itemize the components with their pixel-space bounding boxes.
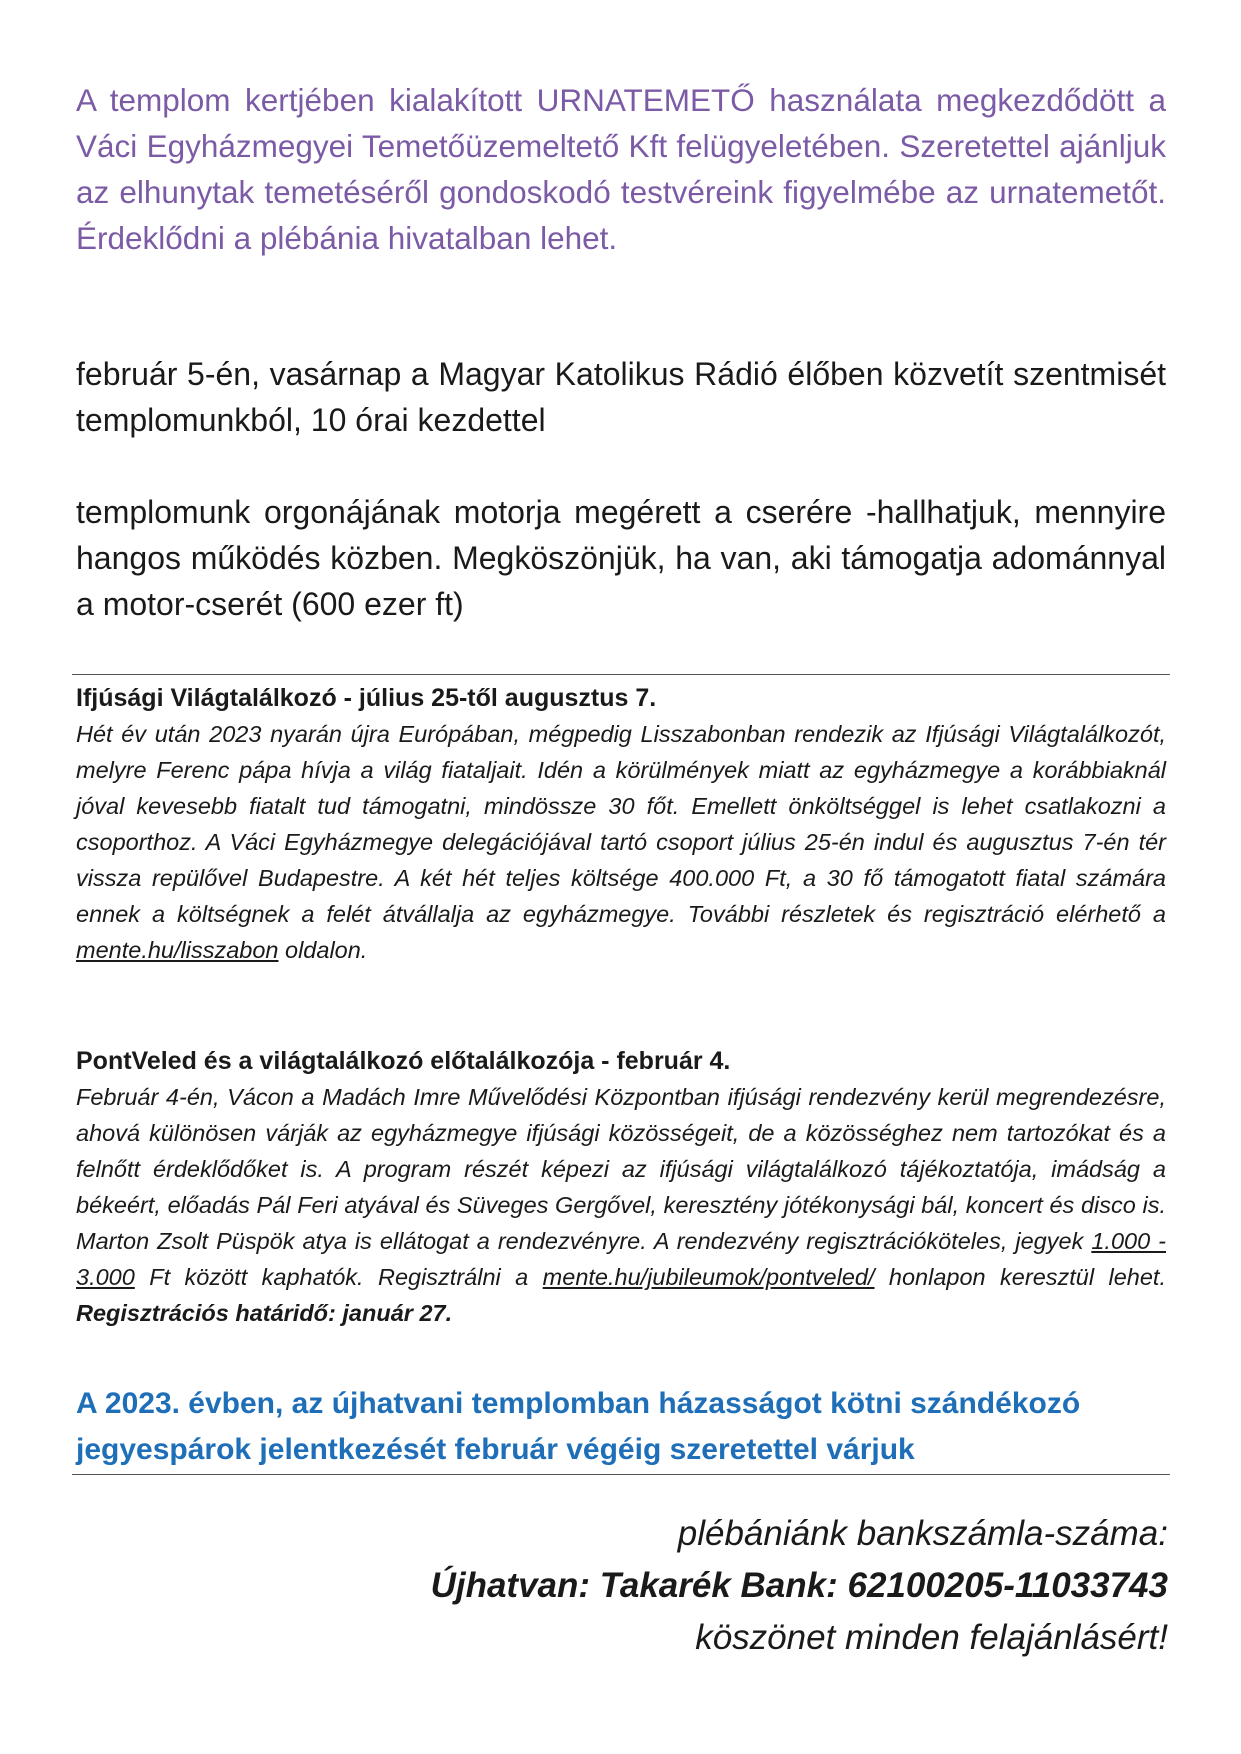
bank-account-number: Újhatvan: Takarék Bank: 62100205-11033743 — [430, 1566, 1168, 1605]
bank-thanks: köszönet minden felajánlásért! — [695, 1618, 1168, 1657]
wyd-heading: Ifjúsági Világtalálkozó - július 25-től augusztus 7. — [76, 684, 657, 712]
urn-cemetery-notice: A templom kertjében kialakított URNATEMETŐ használata megkezdődött a Váci Egyházmegyei Temetőüzemeltető Kft felügyeletében. Szeretettel ajánljuk az elhunytak temetéséről gondoskodó testvéreink figyelmébe az urnatemetőt. Érdeklődni a plébánia hivatalban lehet. — [76, 82, 1166, 256]
bank-line-1: plébániánk bankszámla-száma: — [677, 1514, 1168, 1553]
pontveled-heading: PontVeled és a világtalálkozó előtalálkozója - február 4. — [76, 1047, 731, 1075]
divider — [72, 674, 1170, 675]
divider — [72, 1474, 1170, 1475]
pontveled-body — [76, 1079, 1166, 1331]
radio-mass-notice: február 5-én, vasárnap a Magyar Katolikus Rádió élőben közvetít szentmisét templomunkból, 10 órai kezdettel — [76, 356, 1166, 438]
pontveled-body-text-1: Február 4-én, Vácon a Madách Imre Művelődési Központban ifjúsági rendezvény kerül megrendezésre, ahová különösen várják az egyházmegye ifjúsági közösségeit, de a közösséghez nem tartozókat és a felnőtt érdeklődőket is. A program részét képezi az ifjúsági világtalálkozó tájékoztatója, imádság a békeért, előadás Pál Feri atyával és Süveges Gergővel, keresztény jótékonysági bál, koncert és disco is. Marton Zsolt Püspök atya is ellátogat a rendezvényre. A rendezvény regisztrációköteles, jegyek — [76, 1084, 1166, 1254]
registration-deadline: Regisztrációs határidő: január 27. — [76, 1300, 453, 1326]
wyd-body — [76, 716, 1166, 968]
ticket-price: 1.000 - 3.000 — [76, 1228, 1166, 1290]
pontveled-link[interactable]: mente.hu/jubileumok/pontveled/ — [542, 1264, 875, 1290]
wyd-link[interactable]: mente.hu/lisszabon — [76, 937, 279, 963]
pontveled-body-text-3: honlapon keresztül lehet. — [888, 1264, 1166, 1290]
organ-motor-notice: templomunk orgonájának motorja megérett a cserére -hallhatjuk, mennyire hangos működés közben. Megköszönjük, ha van, aki támogatja adománnyal a motor-cserét (600 ezer ft) — [76, 494, 1166, 622]
wyd-body-tail: oldalon. — [285, 937, 368, 963]
wedding-notice: A 2023. évben, az újhatvani templomban házasságot kötni szándékozó jegyespárok jelentkezését február végéig szeretettel várjuk — [76, 1387, 1081, 1466]
bank-account-info — [431, 1508, 1168, 1664]
pontveled-section — [76, 1043, 1166, 1331]
wyd-section — [76, 680, 1166, 968]
pontveled-body-text-2: Ft között kaphatók. Regisztrálni a — [149, 1264, 529, 1290]
wyd-body-text: Hét év után 2023 nyarán újra Európában, mégpedig Lisszabonban rendezik az Ifjúsági Világtalálkozót, melyre Ferenc pápa hívja a világ fiataljait. Idén a körülmények miatt az egyházmegye a korábbiaknál jóval kevesebb fiatalt tud támogatni, mindössze 30 főt. Emellett önköltséggel is lehet csatlakozni a csoporthoz. A Váci Egyházmegye delegációjával tartó csoport július 25-én indul és augusztus 7-én tér vissza repülővel Budapestre. A két hét teljes költsége 400.000 Ft, a 30 fő támogatott fiatal számára ennek a költségnek a felét átvállalja az egyházmegye. További részletek és regisztráció elérhető a — [76, 721, 1166, 927]
